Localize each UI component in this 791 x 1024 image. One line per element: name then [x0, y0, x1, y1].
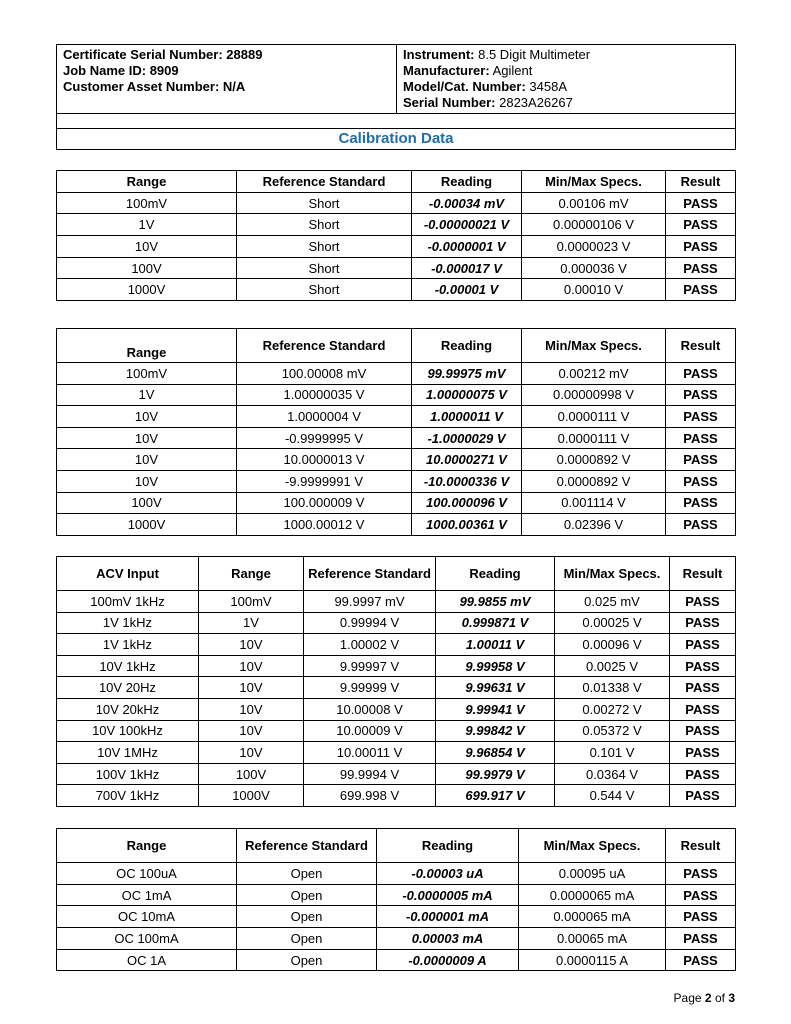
page-number — [674, 991, 735, 1005]
reading-cell: -0.00001 V — [412, 279, 522, 301]
table-row — [57, 785, 736, 807]
table-cell: Short — [237, 257, 412, 279]
table-cell: 10V 100kHz — [57, 720, 199, 742]
column-header: Result — [666, 829, 736, 863]
reading-cell: 1.00000075 V — [412, 384, 522, 406]
table-row — [57, 470, 736, 492]
table-cell: 1V 1kHz — [57, 634, 199, 656]
table-cell: 0.01338 V — [555, 677, 670, 699]
table-cell: 0.0364 V — [555, 763, 670, 785]
table-cell: 10V 20Hz — [57, 677, 199, 699]
table-row — [57, 279, 736, 301]
table-cell: 0.00065 mA — [519, 928, 666, 950]
page-prefix: Page — [673, 991, 702, 1005]
table-cell: 0.00096 V — [555, 634, 670, 656]
table-cell: 0.0000115 A — [519, 949, 666, 971]
reading-cell: -0.0000001 V — [412, 236, 522, 258]
table-cell: 0.000036 V — [522, 257, 666, 279]
job-name-label: Job Name ID: — [63, 63, 147, 78]
model-label: Model/Cat. Number: — [403, 79, 526, 94]
column-header: Reading — [436, 557, 555, 591]
table-cell: Short — [237, 279, 412, 301]
reading-cell: 99.99975 mV — [412, 363, 522, 385]
reading-cell: 99.9979 V — [436, 763, 555, 785]
table-cell: 1.0000004 V — [237, 406, 412, 428]
table-row — [57, 884, 736, 906]
result-cell: PASS — [666, 192, 736, 214]
column-header: Reference Standard — [237, 829, 377, 863]
table-cell: 0.00095 uA — [519, 863, 666, 885]
reading-cell: -10.0000336 V — [412, 470, 522, 492]
table-cell: 0.000065 mA — [519, 906, 666, 928]
result-cell: PASS — [666, 236, 736, 258]
reading-cell: -0.00003 uA — [377, 863, 519, 885]
table-row — [57, 634, 736, 656]
table-cell: OC 1mA — [57, 884, 237, 906]
table-cell: 100V — [57, 257, 237, 279]
result-cell: PASS — [670, 720, 736, 742]
table-cell: 9.99997 V — [304, 655, 436, 677]
column-header: Min/Max Specs. — [519, 829, 666, 863]
table-row — [57, 742, 736, 764]
reading-cell: -0.0000009 A — [377, 949, 519, 971]
table-cell: 10.00008 V — [304, 698, 436, 720]
page-of: of — [714, 991, 725, 1005]
table-cell: 0.00106 mV — [522, 192, 666, 214]
result-cell: PASS — [666, 279, 736, 301]
table-cell: 100mV 1kHz — [57, 591, 199, 613]
section-title: Calibration Data — [57, 129, 736, 150]
table-cell: 9.99999 V — [304, 677, 436, 699]
reading-cell: 9.96854 V — [436, 742, 555, 764]
table-cell: 99.9997 mV — [304, 591, 436, 613]
reading-cell: -0.000001 mA — [377, 906, 519, 928]
table-cell: 0.0000065 mA — [519, 884, 666, 906]
reading-cell: 1000.00361 V — [412, 514, 522, 536]
column-header: Reading — [377, 829, 519, 863]
reading-cell: 9.99941 V — [436, 698, 555, 720]
reading-cell: -0.00034 mV — [412, 192, 522, 214]
table-cell: 99.9994 V — [304, 763, 436, 785]
table-cell: Open — [237, 884, 377, 906]
table-cell: 0.0000023 V — [522, 236, 666, 258]
table-row — [57, 698, 736, 720]
result-cell: PASS — [666, 363, 736, 385]
table-cell: 0.0025 V — [555, 655, 670, 677]
table-cell: 10.00009 V — [304, 720, 436, 742]
column-header: Range — [57, 171, 237, 193]
certificate-header — [56, 44, 736, 150]
column-header: Min/Max Specs. — [522, 329, 666, 363]
table-cell: 0.00010 V — [522, 279, 666, 301]
result-cell: PASS — [666, 514, 736, 536]
table-row — [57, 928, 736, 950]
table-row — [57, 514, 736, 536]
table-cell: 0.00272 V — [555, 698, 670, 720]
reading-cell: -1.0000029 V — [412, 427, 522, 449]
result-cell: PASS — [670, 591, 736, 613]
result-cell: PASS — [670, 698, 736, 720]
table-cell: Short — [237, 236, 412, 258]
table-cell: Open — [237, 949, 377, 971]
table-cell: 10V — [199, 742, 304, 764]
table-row — [57, 863, 736, 885]
spacer-row — [57, 114, 736, 129]
result-cell: PASS — [670, 763, 736, 785]
page-total: 3 — [728, 991, 735, 1005]
table-cell: 1V — [57, 384, 237, 406]
table-row — [57, 677, 736, 699]
table-cell: 1000V — [199, 785, 304, 807]
table-row — [57, 192, 736, 214]
page-current: 2 — [704, 991, 712, 1005]
customer-asset-value: N/A — [222, 79, 246, 94]
result-cell: PASS — [666, 928, 736, 950]
table-cell: -9.9999991 V — [237, 470, 412, 492]
column-header: Reading — [412, 171, 522, 193]
reading-cell: 9.99958 V — [436, 655, 555, 677]
table-cell: 10V — [57, 449, 237, 471]
table-cell: 0.0000892 V — [522, 470, 666, 492]
column-header: Result — [666, 329, 736, 363]
table-cell: 699.998 V — [304, 785, 436, 807]
column-header: Reference Standard — [237, 171, 412, 193]
table-row — [57, 492, 736, 514]
table-cell: 0.05372 V — [555, 720, 670, 742]
table-row — [57, 763, 736, 785]
table-row — [57, 214, 736, 236]
table-cell: 10V 1kHz — [57, 655, 199, 677]
column-header: Range — [57, 329, 237, 363]
result-cell: PASS — [666, 884, 736, 906]
reading-cell: 1.00011 V — [436, 634, 555, 656]
table-cell: OC 100mA — [57, 928, 237, 950]
cert-serial-value: 28889 — [226, 47, 263, 62]
result-cell: PASS — [666, 906, 736, 928]
table-cell: OC 1A — [57, 949, 237, 971]
dc-current-open-table — [56, 828, 736, 971]
column-header: Min/Max Specs. — [522, 171, 666, 193]
result-cell: PASS — [670, 634, 736, 656]
table-cell: 1000V — [57, 514, 237, 536]
instrument-value: 8.5 Digit Multimeter — [478, 47, 591, 62]
table-cell: 1000V — [57, 279, 237, 301]
table-cell: 10.00011 V — [304, 742, 436, 764]
table-row — [57, 406, 736, 428]
ac-voltage-table — [56, 556, 736, 807]
table-cell: 100V 1kHz — [57, 763, 199, 785]
table-cell: 100mV — [57, 192, 237, 214]
result-cell: PASS — [666, 427, 736, 449]
table-cell: OC 10mA — [57, 906, 237, 928]
manufacturer-value: Agilent — [492, 63, 533, 78]
result-cell: PASS — [670, 612, 736, 634]
table-cell: 100V — [57, 492, 237, 514]
header-row — [57, 171, 736, 193]
table-cell: 0.0000111 V — [522, 406, 666, 428]
table-cell: 0.101 V — [555, 742, 670, 764]
table-cell: 0.00000998 V — [522, 384, 666, 406]
table-cell: 0.0000892 V — [522, 449, 666, 471]
reading-cell: 0.00003 mA — [377, 928, 519, 950]
table-cell: 10V — [199, 720, 304, 742]
table-row — [57, 949, 736, 971]
table-row — [57, 363, 736, 385]
table-cell: 1.00002 V — [304, 634, 436, 656]
table-cell: 10V — [57, 427, 237, 449]
column-header: Min/Max Specs. — [555, 557, 670, 591]
table-row — [57, 591, 736, 613]
table-cell: 700V 1kHz — [57, 785, 199, 807]
table-cell: 0.00000106 V — [522, 214, 666, 236]
table-row — [57, 612, 736, 634]
table-cell: 100V — [199, 763, 304, 785]
table-cell: Open — [237, 906, 377, 928]
table-cell: 10V — [199, 698, 304, 720]
table-cell: Open — [237, 863, 377, 885]
manufacturer-label: Manufacturer: — [403, 63, 490, 78]
result-cell: PASS — [670, 785, 736, 807]
table-cell: Short — [237, 192, 412, 214]
table-cell: -0.9999995 V — [237, 427, 412, 449]
table-row — [57, 655, 736, 677]
column-header: Range — [57, 829, 237, 863]
table-row — [57, 427, 736, 449]
table-cell: 0.544 V — [555, 785, 670, 807]
table-cell: 100.00008 mV — [237, 363, 412, 385]
result-cell: PASS — [670, 655, 736, 677]
reading-cell: 99.9855 mV — [436, 591, 555, 613]
table-cell: Open — [237, 928, 377, 950]
dc-voltage-table — [56, 328, 736, 536]
result-cell: PASS — [666, 384, 736, 406]
table-cell: 10V — [57, 406, 237, 428]
certificate-info-cell — [57, 45, 397, 114]
result-cell: PASS — [666, 257, 736, 279]
job-name-value: 8909 — [149, 63, 179, 78]
header-row — [57, 557, 736, 591]
customer-asset-label: Customer Asset Number: — [63, 79, 220, 94]
table-row — [57, 257, 736, 279]
table-cell: 10V — [199, 634, 304, 656]
reading-cell: -0.00000021 V — [412, 214, 522, 236]
instrument-info-cell — [397, 45, 736, 114]
table-cell: OC 100uA — [57, 863, 237, 885]
result-cell: PASS — [666, 406, 736, 428]
column-header: Result — [666, 171, 736, 193]
result-cell: PASS — [666, 492, 736, 514]
reading-cell: -0.0000005 mA — [377, 884, 519, 906]
column-header: Result — [670, 557, 736, 591]
table-cell: 0.001114 V — [522, 492, 666, 514]
table-cell: 1V 1kHz — [57, 612, 199, 634]
reading-cell: 699.917 V — [436, 785, 555, 807]
table-cell: 10V 20kHz — [57, 698, 199, 720]
table-cell: 0.00025 V — [555, 612, 670, 634]
reading-cell: 0.999871 V — [436, 612, 555, 634]
reading-cell: 10.0000271 V — [412, 449, 522, 471]
table-cell: 1V — [57, 214, 237, 236]
header-row — [57, 329, 736, 363]
instrument-label: Instrument: — [403, 47, 475, 62]
result-cell: PASS — [670, 677, 736, 699]
column-header: ACV Input — [57, 557, 199, 591]
column-header: Range — [199, 557, 304, 591]
table-cell: 10V — [57, 470, 237, 492]
table-cell: 10V — [57, 236, 237, 258]
table-cell: 10.0000013 V — [237, 449, 412, 471]
result-cell: PASS — [666, 449, 736, 471]
table-cell: 0.02396 V — [522, 514, 666, 536]
reading-cell: 9.99631 V — [436, 677, 555, 699]
header-row — [57, 829, 736, 863]
result-cell: PASS — [666, 470, 736, 492]
model-value: 3458A — [529, 79, 568, 94]
cert-serial-label: Certificate Serial Number: — [63, 47, 223, 62]
result-cell: PASS — [666, 863, 736, 885]
table-cell: 1.00000035 V — [237, 384, 412, 406]
result-cell: PASS — [666, 949, 736, 971]
serial-label: Serial Number: — [403, 95, 496, 110]
table-cell: 1V — [199, 612, 304, 634]
reading-cell: 1.0000011 V — [412, 406, 522, 428]
table-row — [57, 384, 736, 406]
column-header: Reading — [412, 329, 522, 363]
table-cell: 0.0000111 V — [522, 427, 666, 449]
table-cell: 1000.00012 V — [237, 514, 412, 536]
table-cell: 10V — [199, 677, 304, 699]
table-cell: 0.025 mV — [555, 591, 670, 613]
column-header: Reference Standard — [237, 329, 412, 363]
table-cell: 100mV — [199, 591, 304, 613]
serial-value: 2823A26267 — [499, 95, 573, 110]
table-row — [57, 449, 736, 471]
reading-cell: -0.000017 V — [412, 257, 522, 279]
table-row — [57, 906, 736, 928]
reading-cell: 100.000096 V — [412, 492, 522, 514]
table-cell: 0.00212 mV — [522, 363, 666, 385]
table-cell: 100.000009 V — [237, 492, 412, 514]
result-cell: PASS — [670, 742, 736, 764]
table-cell: Short — [237, 214, 412, 236]
table-cell: 10V 1MHz — [57, 742, 199, 764]
result-cell: PASS — [666, 214, 736, 236]
dc-voltage-zero-table — [56, 170, 736, 301]
table-cell: 0.99994 V — [304, 612, 436, 634]
table-row — [57, 236, 736, 258]
table-cell: 100mV — [57, 363, 237, 385]
reading-cell: 9.99842 V — [436, 720, 555, 742]
table-cell: 10V — [199, 655, 304, 677]
column-header: Reference Standard — [304, 557, 436, 591]
table-row — [57, 720, 736, 742]
